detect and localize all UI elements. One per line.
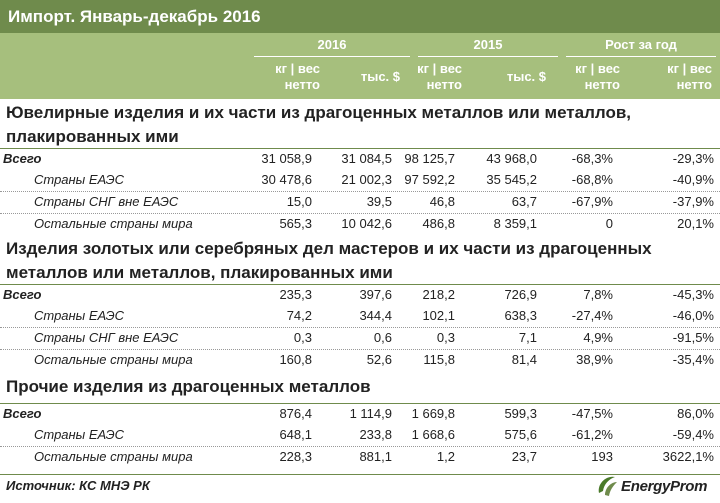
table-row: Страны ЕАЭС 30 478,6 21 002,3 97 592,2 35 545,2 -68,8% -40,9%	[0, 170, 720, 192]
table-row: Остальные страны мира 565,3 10 042,6 486,8 8 359,1 0 20,1%	[34, 216, 714, 231]
table-title: Импорт. Январь-декабрь 2016	[0, 0, 720, 33]
table-row: Страны ЕАЭС 74,2 344,4 102,1 638,3 -27,4% -46,0%	[0, 306, 720, 328]
header-underline-2015	[418, 56, 558, 57]
table-row: Всего 876,4 1 114,9 1 669,8 599,3 -47,5% 86,0%	[0, 403, 720, 425]
header-col-growth-kg: кг | вес нетто	[575, 61, 620, 92]
header-year-2016: 2016	[317, 37, 347, 52]
table-row: Остальные страны мира 160,8 52,6 115,8 81,4 38,9% -35,4%	[34, 352, 714, 367]
section-2-title: Изделия золотых или серебряных дел мастеров и их части из драгоценных металлов или металлов, плакированных ими	[6, 239, 652, 282]
header-col-growth-usd: кг | вес нетто	[667, 61, 712, 92]
header-col-2016-usd: тыс. $	[360, 69, 400, 84]
table-row: Страны СНГ вне ЕАЭС 0,3 0,6 0,3 7,1 4,9% -91,5%	[0, 328, 720, 350]
table-row: Всего 31 058,9 31 084,5 98 125,7 43 968,0 -68,3% -29,3%	[0, 148, 720, 170]
table-row: Страны СНГ вне ЕАЭС 15,0 39,5 46,8 63,7 -67,9% -37,9%	[0, 192, 720, 214]
logo-text: EnergyProm	[621, 478, 708, 495]
table-row: Всего 235,3 397,6 218,2 726,9 7,8% -45,3%	[0, 284, 720, 306]
table-header	[0, 33, 720, 99]
table-row: Остальные страны мира 228,3 881,1 1,2 23,7 193 3622,1%	[34, 449, 714, 464]
header-col-2015-usd: тыс. $	[506, 69, 546, 84]
header-col-2016-kg: кг | вес нетто	[275, 61, 320, 92]
header-col-2015-kg: кг | вес нетто	[417, 61, 462, 92]
energyprom-logo-icon	[595, 473, 619, 499]
section-1-title: Ювелирные изделия и их части из драгоценных металлов или металлов, плакированных ими	[6, 103, 632, 146]
header-underline-growth	[566, 56, 716, 57]
header-underline-2016	[254, 56, 410, 57]
header-growth: Рост за год	[605, 37, 677, 52]
table-row: Страны ЕАЭС 648,1 233,8 1 668,6 575,6 -61,2% -59,4%	[0, 425, 720, 447]
header-year-2015: 2015	[473, 37, 503, 52]
energyprom-logo	[595, 472, 720, 500]
source-note: Источник: КС МНЭ РК	[6, 478, 150, 493]
section-3-title: Прочие изделия из драгоценных металлов	[6, 377, 371, 396]
